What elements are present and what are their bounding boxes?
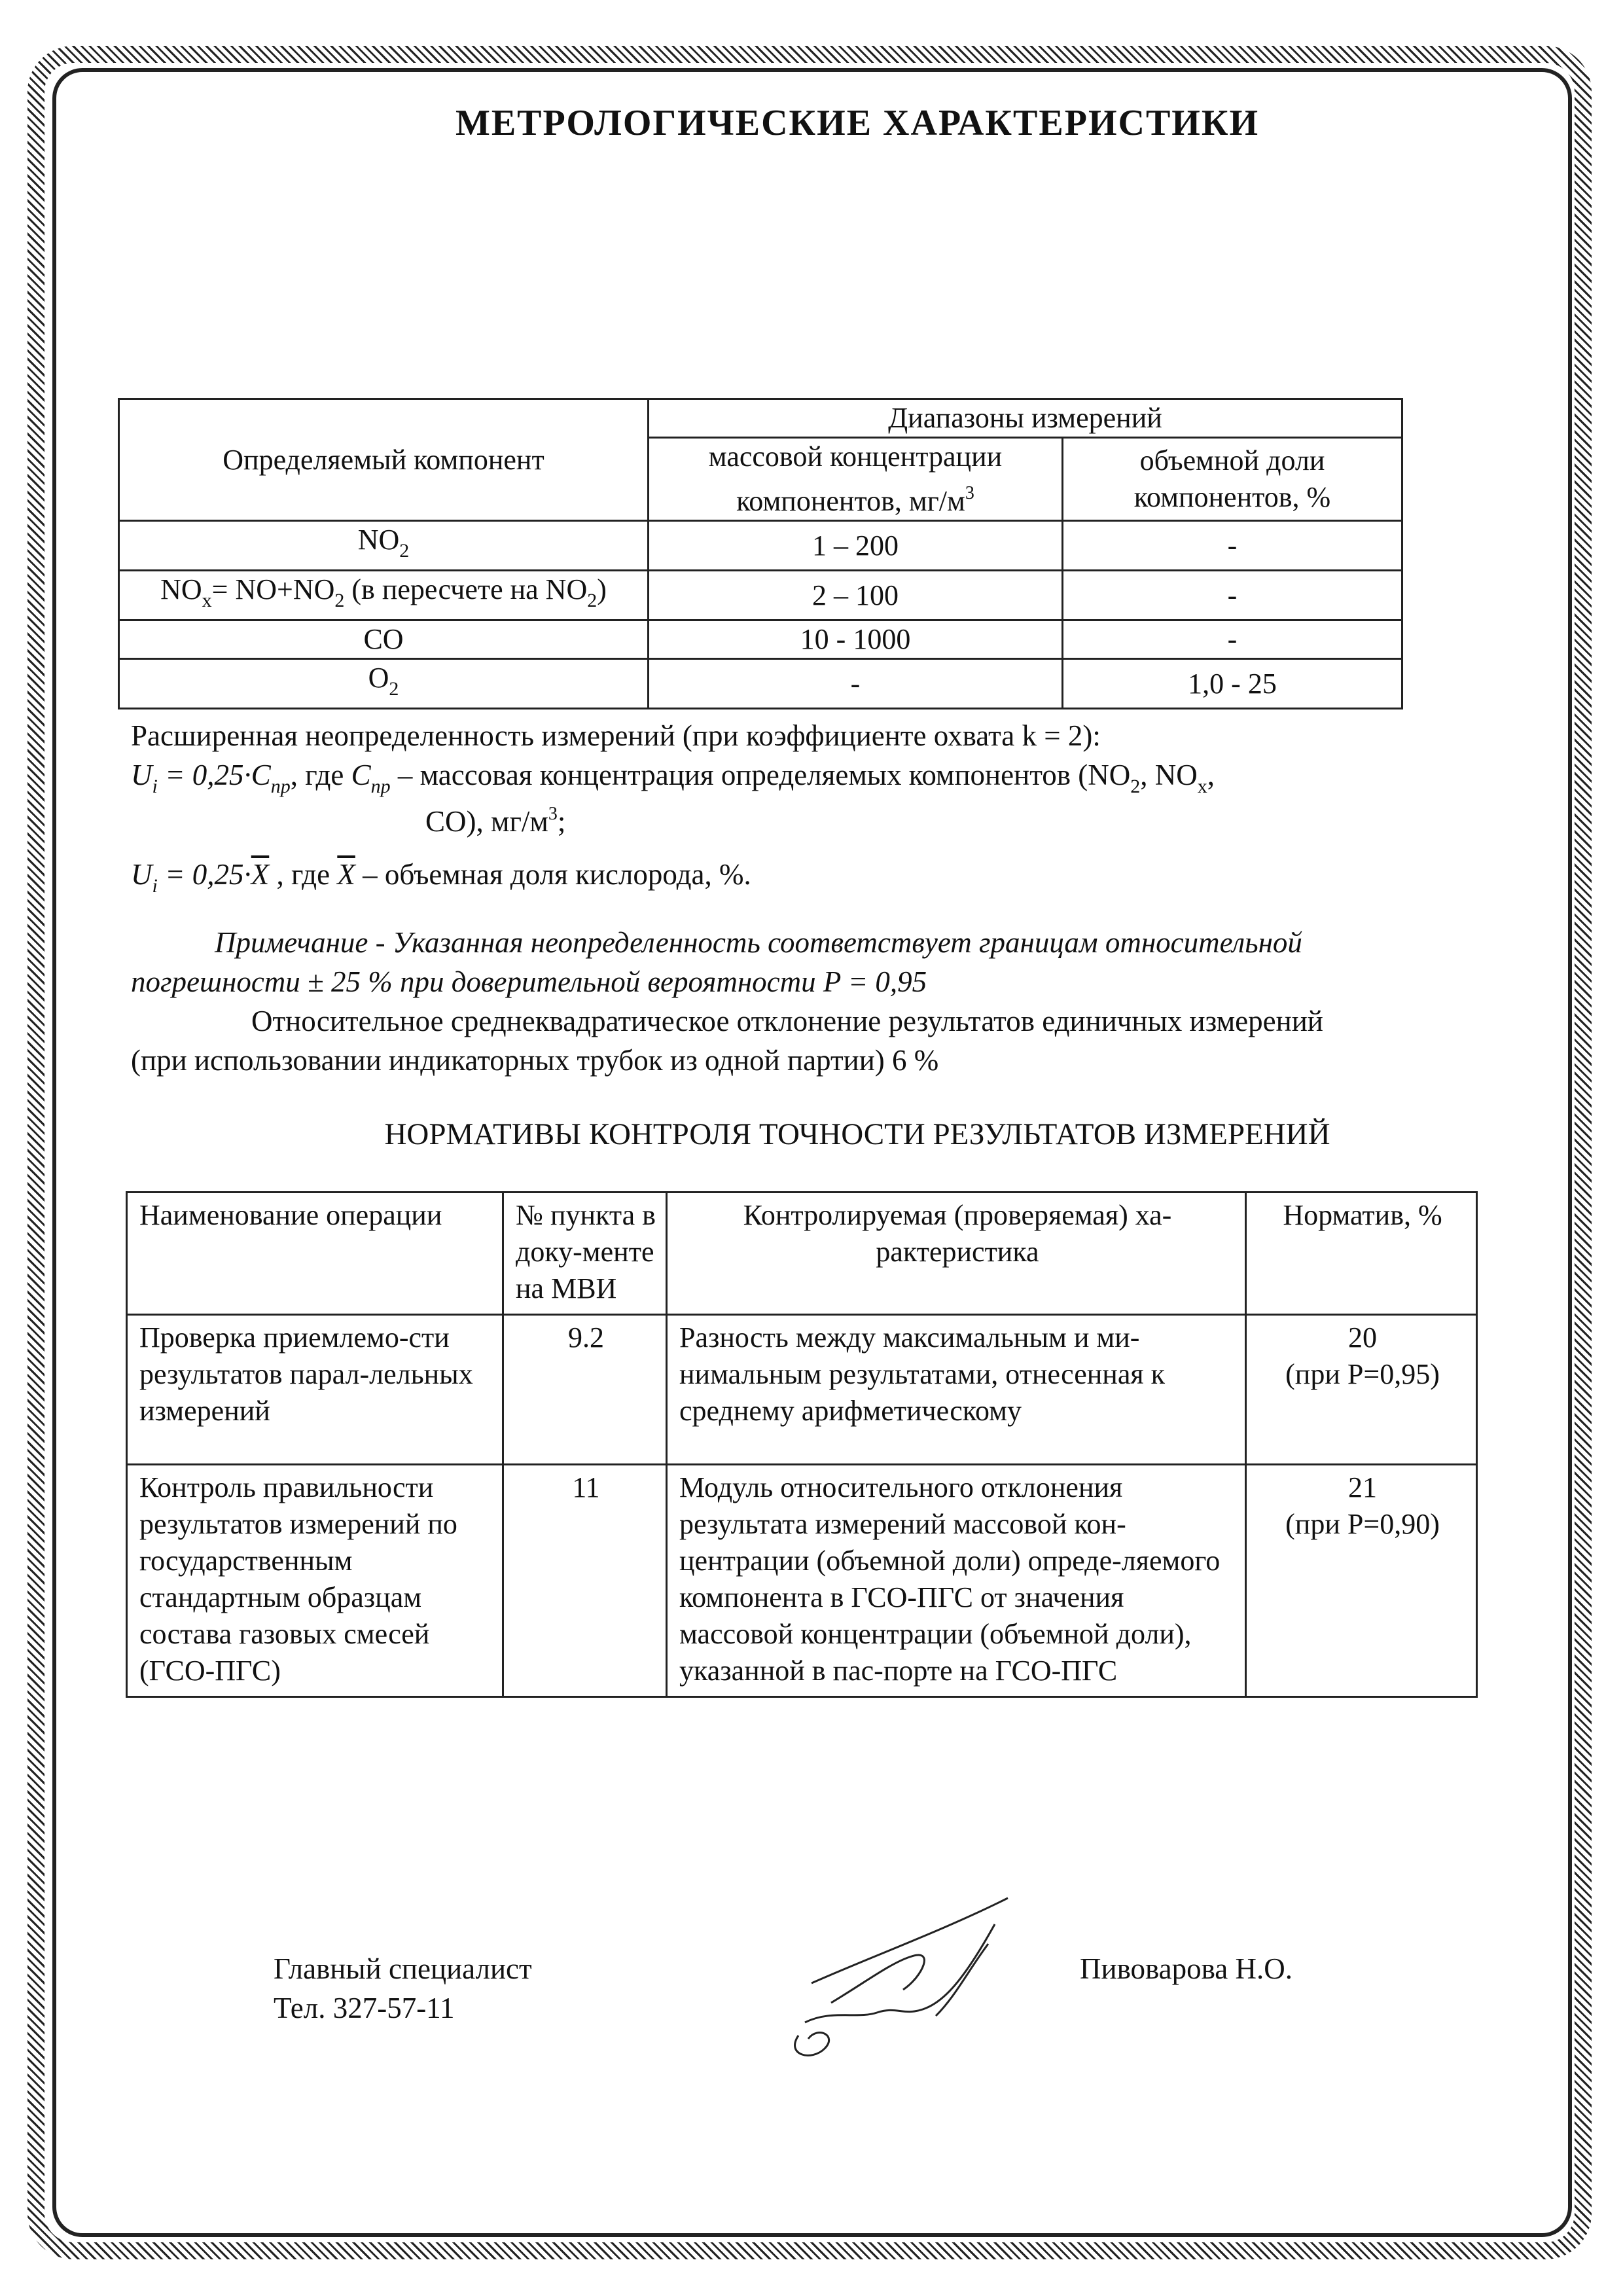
header-name: Наименование операции bbox=[127, 1193, 503, 1315]
norm-condition: (при P=0,90) bbox=[1285, 1508, 1440, 1540]
formula-2 bbox=[131, 855, 751, 906]
formula-text: – объемная доля кислорода, %. bbox=[355, 858, 751, 891]
table-row bbox=[127, 1465, 1477, 1697]
formula-text: $\overline{X}$ bbox=[337, 858, 355, 891]
handwritten-signature bbox=[772, 1885, 1047, 2081]
point-cell: 11 bbox=[503, 1465, 667, 1697]
norm-value: 21 bbox=[1348, 1471, 1377, 1503]
norm-cell bbox=[1246, 1465, 1477, 1697]
signer-name: Пивоварова Н.О. bbox=[1080, 1952, 1293, 1985]
header-mass bbox=[649, 438, 1063, 521]
formula-text: ; bbox=[557, 805, 566, 838]
header-norm: Норматив, % bbox=[1246, 1193, 1477, 1315]
formula-1-cont bbox=[425, 795, 565, 841]
mass-cell: 1 – 200 bbox=[649, 521, 1063, 571]
mass-cell: 10 - 1000 bbox=[649, 620, 1063, 659]
formula-sub: пр bbox=[270, 776, 291, 797]
formula-text: = 0,25·C bbox=[157, 759, 271, 791]
volume-cell: - bbox=[1063, 620, 1402, 659]
section-heading: НОРМАТИВЫ КОНТРОЛЯ ТОЧНОСТИ РЕЗУЛЬТАТОВ ИЗМЕРЕНИЙ bbox=[384, 1117, 1330, 1151]
formula-text: , где bbox=[290, 759, 351, 791]
formula-text: , где bbox=[269, 858, 338, 891]
component-sub: 2 bbox=[587, 590, 597, 611]
component-text: ) bbox=[597, 573, 607, 605]
formula-text: $\overline{X}$ bbox=[251, 858, 270, 891]
norm-cell bbox=[1246, 1315, 1477, 1465]
component-text: NO bbox=[160, 573, 202, 605]
formula-sub: x bbox=[1197, 776, 1207, 797]
table-row bbox=[119, 571, 1402, 620]
component-text: = NO+NO bbox=[211, 573, 335, 605]
point-cell: 9.2 bbox=[503, 1315, 667, 1465]
formula-text: – массовая концентрация определяемых компонентов (NO bbox=[390, 759, 1131, 791]
uncertainty-intro: Расширенная неопределенность измерений (при коэффициенте охвата k = 2): bbox=[131, 719, 1101, 752]
formula-text: = 0,25· bbox=[157, 858, 251, 891]
header-component: Определяемый компонент bbox=[119, 399, 649, 521]
formula-sub: i bbox=[152, 875, 158, 897]
char-cell: Разность между максимальным и ми-нимальным результатами, отнесенная к среднему арифметическому bbox=[667, 1315, 1246, 1465]
volume-cell: 1,0 - 25 bbox=[1063, 659, 1402, 709]
formula-sub: пр bbox=[370, 776, 391, 797]
norm-value: 20 bbox=[1348, 1321, 1377, 1354]
component-sub: 2 bbox=[334, 590, 345, 611]
page-title: МЕТРОЛОГИЧЕСКИЕ ХАРАКТЕРИСТИКИ bbox=[455, 103, 1260, 143]
component-sub: 2 bbox=[399, 540, 410, 562]
component-cell bbox=[119, 521, 649, 571]
formula-sub: i bbox=[152, 776, 158, 797]
mass-cell: - bbox=[649, 659, 1063, 709]
component-sub: 2 bbox=[389, 678, 399, 700]
table-row bbox=[119, 521, 1402, 571]
component-cell: CO bbox=[119, 620, 649, 659]
formula-text: , bbox=[1207, 759, 1215, 791]
formula-text: C bbox=[351, 759, 371, 791]
formula-text: U bbox=[131, 759, 152, 791]
component-cell bbox=[119, 659, 649, 709]
table-row bbox=[119, 659, 1402, 709]
component-text: O bbox=[368, 662, 389, 694]
note-line-1: Примечание - Указанная неопределенность соответствует границам относительной bbox=[215, 926, 1302, 959]
header-char: Контролируемая (проверяемая) ха-рактеристика bbox=[667, 1193, 1246, 1315]
norm-condition: (при P=0,95) bbox=[1285, 1358, 1440, 1390]
header-mass-text: массовой концентрации компонентов, мг/м bbox=[708, 440, 1003, 517]
name-cell: Контроль правильности результатов измерений по государственным стандартным образцам состава газовых смесей (ГСО-ПГС) bbox=[127, 1465, 503, 1697]
table-row bbox=[119, 620, 1402, 659]
header-mass-sup: 3 bbox=[965, 483, 974, 503]
volume-cell: - bbox=[1063, 521, 1402, 571]
formula-1 bbox=[131, 755, 1215, 806]
formula-text: , NO bbox=[1140, 759, 1198, 791]
name-cell: Проверка приемлемо-сти результатов парал-лельных измерений bbox=[127, 1315, 503, 1465]
table-row bbox=[127, 1315, 1477, 1465]
note-line-2: погрешности ± 25 % при доверительной вероятности P = 0,95 bbox=[131, 965, 927, 998]
header-volume: объемной доли компонентов, % bbox=[1063, 438, 1402, 521]
component-text: NO bbox=[357, 524, 400, 556]
formula-text: CO), мг/м bbox=[425, 805, 548, 838]
norms-table bbox=[126, 1191, 1478, 1698]
signer-position: Главный специалист bbox=[274, 1952, 532, 1985]
formula-sub: 2 bbox=[1130, 776, 1141, 797]
header-ranges: Диапазоны измерений bbox=[649, 399, 1402, 438]
ranges-table bbox=[118, 398, 1403, 709]
mass-cell: 2 – 100 bbox=[649, 571, 1063, 620]
note-line-3: Относительное среднеквадратическое отклонение результатов единичных измерений bbox=[251, 1005, 1323, 1037]
note-line-4: (при использовании индикаторных трубок из одной партии) 6 % bbox=[131, 1044, 939, 1077]
component-cell bbox=[119, 571, 649, 620]
formula-text: U bbox=[131, 858, 152, 891]
component-text: (в пересчете на NO bbox=[344, 573, 588, 605]
signer-phone: Тел. 327-57-11 bbox=[274, 1992, 455, 2024]
header-point: № пункта в доку-менте на МВИ bbox=[503, 1193, 667, 1315]
volume-cell: - bbox=[1063, 571, 1402, 620]
component-sub: x bbox=[202, 590, 212, 611]
char-cell: Модуль относительного отклонения результата измерений массовой кон-центрации (объемной доли) опреде-ляемого компонента в ГСО-ПГС от значения массовой концентрации (объемной доли), указанной в пас-порте на ГСО-ПГС bbox=[667, 1465, 1246, 1697]
formula-sup: 3 bbox=[548, 804, 558, 824]
